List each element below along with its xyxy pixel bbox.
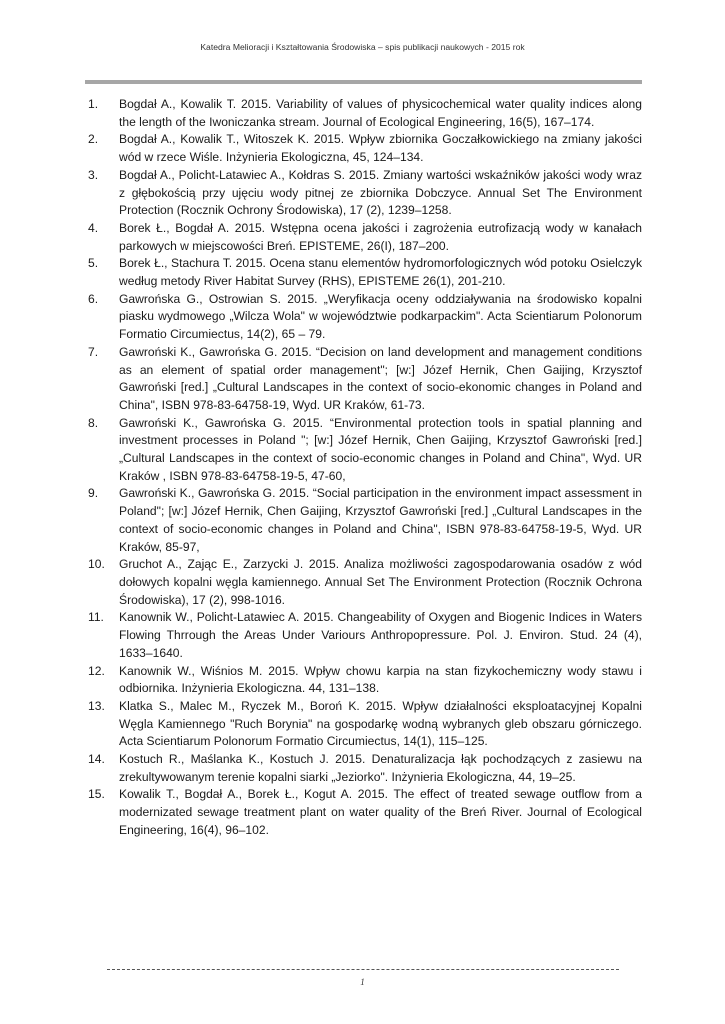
item-number: 14. [88, 752, 105, 767]
citation-text: Kanownik W., Wiśnios M. 2015. Wpływ chowu karpia na stan fizykochemiczny wody stawu i odbiornika. Inżynieria Ekologiczna. 44, 131–138. [119, 663, 642, 696]
list-item [88, 556, 642, 609]
citation-text: Klatka S., Malec M., Ryczek M., Boroń K. 2015. Wpływ działalności eksploatacyjnej Kopalni Węgla Kamiennego "Ruch Borynia" na gospodarkę wodną wybranych gleb obszaru górniczego. Acta Scientiarum Polonorum Formatio Circumiectus, 14(1), 115–125. [119, 698, 642, 749]
citation-text: Gawroński K., Gawrońska G. 2015. “Decision on land development and management conditions as an element of spatial order management"; [w:] Józef Hernik, Chen Gaijing, Krzysztof Gawroński [red.] „Cultural Landscapes in the context of socio-ekonomic changes in Poland and China", ISBN 978-83-64758-19, Wyd. UR Kraków, 61-73. [119, 344, 642, 412]
page-number: 1 [360, 977, 365, 987]
item-number: 2. [88, 132, 99, 147]
citation-text: Bogdał A., Policht-Latawiec A., Kołdras S. 2015. Zmiany wartości wskaźników jakości wody wraz z głębokością przy ujęciu wody pitnej ze zbiornika Dobczyce. Annual Set The Environment Protection (Rocznik Ochrony Środowiska), 17 (2), 1239–1258. [119, 167, 642, 218]
citation-text: Borek Ł., Stachura T. 2015. Ocena stanu elementów hydromorfologicznych wód potoku Osielczyk według metody River Habitat Survey (RHS), EPISTEME 26(1), 201-210. [119, 256, 642, 289]
citation-text: Gawroński K., Gawrońska G. 2015. “Environmental protection tools in spatial planning and investment processes in Poland "; [w:] Józef Hernik, Chen Gaijing, Krzysztof Gawroński [red.] „Cultural Landscapes in the context of socio-economic changes in Poland and China", Wyd. UR Kraków , ISBN 978-83-64758-19-5, 47-60, [119, 415, 642, 483]
list-item [88, 131, 642, 166]
list-item [88, 96, 642, 131]
item-number: 13. [88, 698, 105, 713]
list-item [88, 255, 642, 290]
citation-text: Borek Ł., Bogdał A. 2015. Wstępna ocena jakości i zagrożenia eutrofizacją wody w kanałach parkowych w miejscowości Breń. EPISTEME, 26(I), 187–200. [119, 220, 642, 253]
item-number: 4. [88, 220, 99, 235]
list-item [88, 291, 642, 344]
list-item [88, 415, 642, 486]
list-item [88, 698, 642, 751]
item-number: 5. [88, 256, 99, 271]
item-number: 6. [88, 291, 99, 306]
citation-text: Kanownik W., Policht-Latawiec A. 2015. Changeability of Oxygen and Biogenic Indices in Waters Flowing Thrrough the Areas Under Variours Anthropopressure. Pol. J. Environ. Stud. 24 (4), 1633–1640. [119, 610, 642, 660]
list-item [88, 609, 642, 662]
citation-text: Kostuch R., Maślanka K., Kostuch J. 2015. Denaturalizacja łąk pochodzących z zasiewu na zrekultywowanym terenie kopalni siarki „Jeziorko". Inżynieria Ekologiczna, 44, 19–25. [119, 752, 642, 784]
item-number: 9. [88, 486, 99, 501]
citation-text: Kowalik T., Bogdał A., Borek Ł., Kogut A. 2015. The effect of treated sewage outflow from a modernizated sewage treatment plant on water quality of the Breń River. Journal of Ecological Engineering, 16(4), 96–102. [119, 787, 642, 837]
page-header-title: Katedra Melioracji i Kształtowania Środowiska – spis publikacji naukowych - 2015 rok [200, 42, 525, 52]
citation-text: Gawrońska G., Ostrowian S. 2015. „Weryfikacja oceny oddziaływania na środowisko kopalni piasku wydmowego „Wilcza Wola" w województwie podkarpackim". Acta Scientiarum Polonorum Formatio Circumiectus, 14(2), 65 – 79. [119, 291, 642, 342]
list-item [88, 751, 642, 786]
list-item [88, 344, 642, 415]
list-item [88, 786, 642, 839]
item-number: 3. [88, 167, 99, 182]
item-number: 10. [88, 557, 105, 572]
footer-rule [107, 969, 619, 970]
citation-text: Gruchot A., Zając E., Zarzycki J. 2015. Analiza możliwości zagospodarowania osadów z wód dołowych kopalni węgla kamiennego. Annual Set The Environment Protection (Rocznik Ochrona Środowiska), 17 (2), 998-1016. [119, 557, 642, 607]
list-item [88, 663, 642, 698]
citation-text: Bogdał A., Kowalik T. 2015. Variability of values of physicochemical water quality indices along the length of the Iwoniczanka stream. Journal of Ecological Engineering, 16(5), 167–174. [119, 97, 642, 129]
header-rule [85, 80, 642, 84]
list-item [88, 167, 642, 220]
item-number: 12. [88, 663, 105, 678]
list-item [88, 485, 642, 556]
item-number: 11. [88, 610, 104, 625]
list-item [88, 220, 642, 255]
item-number: 15. [88, 787, 105, 802]
item-number: 7. [88, 344, 99, 359]
publication-list [88, 96, 642, 840]
citation-text: Gawroński K., Gawrońska G. 2015. “Social participation in the environment impact assessment in Poland"; [w:] Józef Hernik, Chen Gaijing, Krzysztof Gawroński [red.] „Cultural Landscapes in the context of socio-economic changes in Poland and China", ISBN 978-83-64758-19-5, Wyd. UR Kraków, 85-97, [119, 486, 642, 554]
item-number: 8. [88, 415, 99, 430]
citation-text: Bogdał A., Kowalik T., Witoszek K. 2015. Wpływ zbiornika Goczałkowickiego na zmiany jakości wód w rzece Wiśle. Inżynieria Ekologiczna, 45, 124–134. [119, 132, 642, 165]
item-number: 1. [88, 97, 99, 111]
